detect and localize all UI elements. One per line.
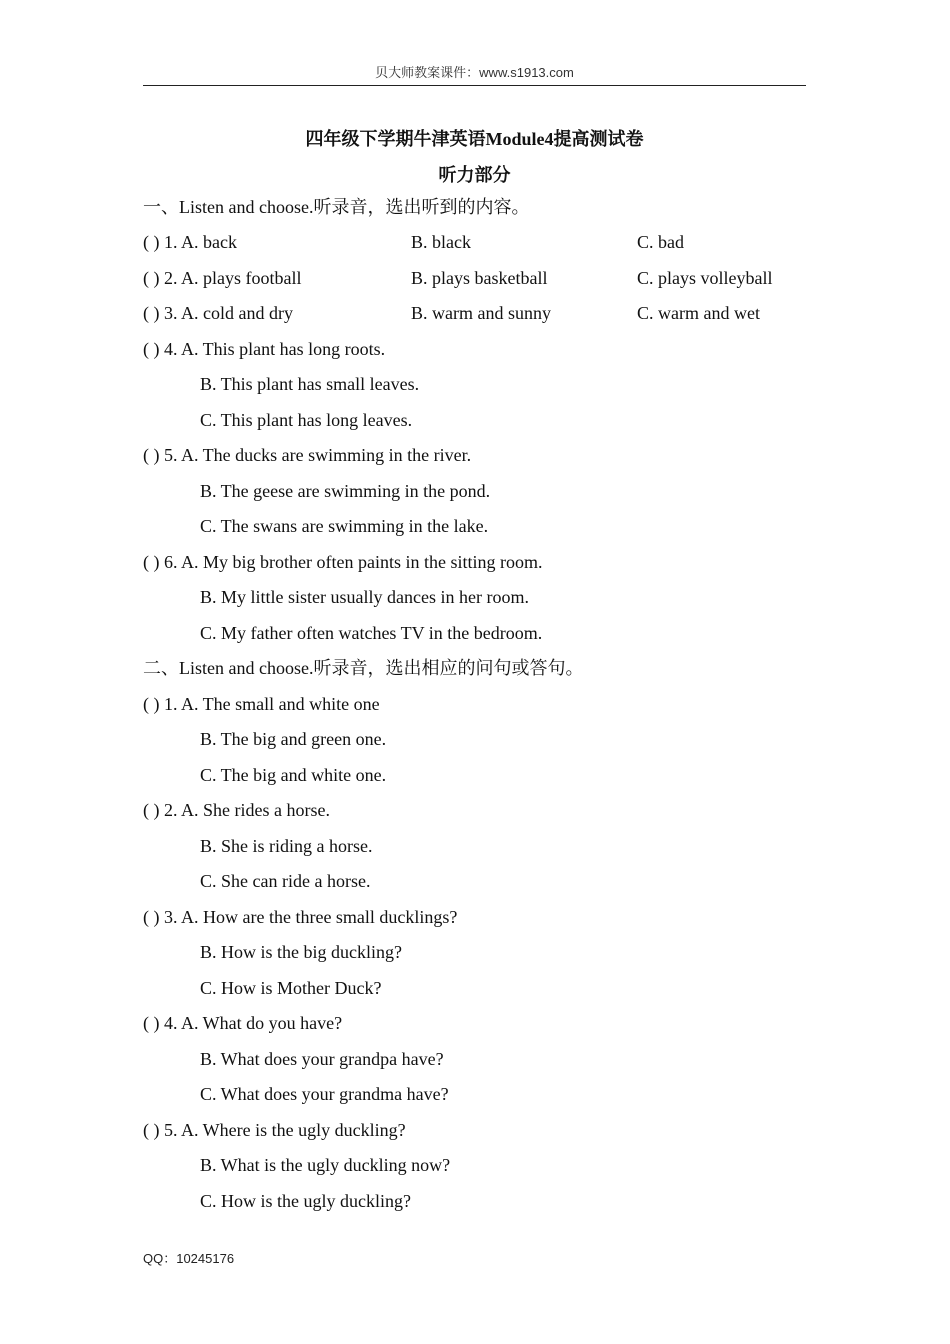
s2-q1-option-a: ( ) 1. A. The small and white one [143,694,380,714]
s2-q4-option-c: C. What does your grandma have? [200,1084,449,1104]
s2-q3-option-a: ( ) 3. A. How are the three small ducklings? [143,907,458,927]
s2-q5-option-a: ( ) 5. A. Where is the ugly duckling? [143,1120,406,1140]
s1-q3-option-a: ( ) 3. A. cold and dry [143,303,293,323]
s1-q5-option-c: C. The swans are swimming in the lake. [200,516,489,536]
s1-q6-option-c: C. My father often watches TV in the bedroom. [200,623,543,643]
document-title: 四年级下学期牛津英语Module4提高测试卷 [305,129,644,149]
page-header: 贝大师教案课件：www.s1913.com [375,65,574,80]
section1-heading: 一、Listen and choose.听录音，选出听到的内容。 [143,197,530,217]
s2-q5-option-b: B. What is the ugly duckling now? [200,1155,451,1175]
s1-q4-option-b: B. This plant has small leaves. [200,374,420,394]
s1-q3-option-c: C. warm and wet [637,303,760,323]
s2-q2-option-a: ( ) 2. A. She rides a horse. [143,800,330,820]
s2-q2-option-b: B. She is riding a horse. [200,836,373,856]
s1-q4-option-c: C. This plant has long leaves. [200,410,413,430]
s1-q3-option-b: B. warm and sunny [411,303,551,323]
s2-q5-option-c: C. How is the ugly duckling? [200,1191,411,1211]
s1-q1-option-c: C. bad [637,232,684,252]
s1-q5-option-b: B. The geese are swimming in the pond. [200,481,491,501]
s2-q1-option-c: C. The big and white one. [200,765,387,785]
s2-q2-option-c: C. She can ride a horse. [200,871,371,891]
s1-q1-option-b: B. black [411,232,471,252]
s2-q1-option-b: B. The big and green one. [200,729,387,749]
s1-q5-option-a: ( ) 5. A. The ducks are swimming in the river. [143,445,472,465]
s2-q4-option-a: ( ) 4. A. What do you have? [143,1013,343,1033]
s2-q4-option-b: B. What does your grandpa have? [200,1049,444,1069]
header-divider [143,85,806,86]
section2-heading: 二、Listen and choose.听录音，选出相应的问句或答句。 [143,658,584,678]
s1-q2-option-a: ( ) 2. A. plays football [143,268,302,288]
s1-q2-option-c: C. plays volleyball [637,268,773,288]
s2-q3-option-c: C. How is Mother Duck? [200,978,382,998]
s1-q4-option-a: ( ) 4. A. This plant has long roots. [143,339,386,359]
s1-q2-option-b: B. plays basketball [411,268,548,288]
section-title: 听力部分 [438,165,511,185]
s2-q3-option-b: B. How is the big duckling? [200,942,402,962]
page-footer: QQ：10245176 [143,1251,235,1266]
s1-q6-option-b: B. My little sister usually dances in her room. [200,587,529,607]
s1-q1-option-a: ( ) 1. A. back [143,232,237,252]
s1-q6-option-a: ( ) 6. A. My big brother often paints in the sitting room. [143,552,543,572]
